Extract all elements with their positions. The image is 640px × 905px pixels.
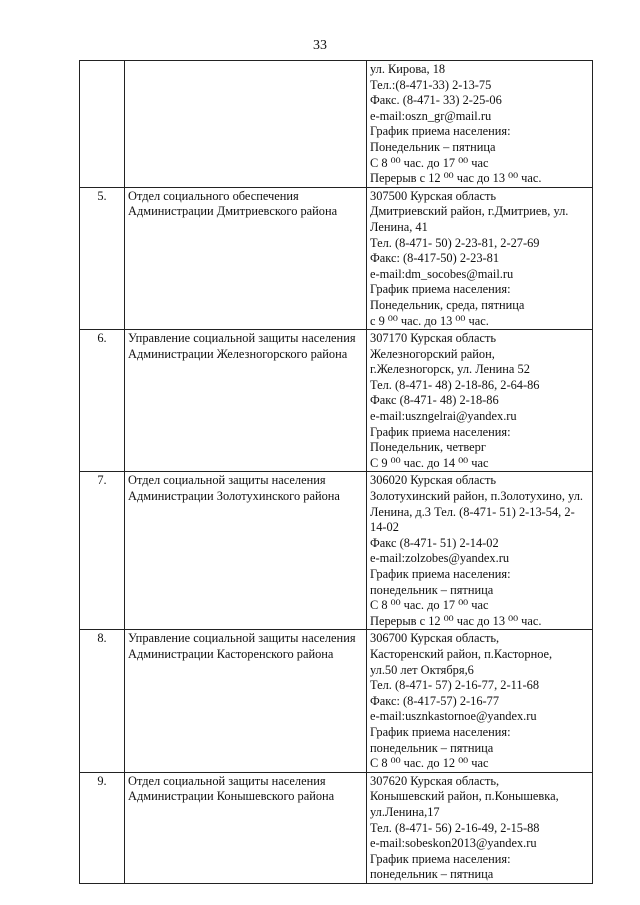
contact-line: 306700 Курская область, — [370, 631, 500, 646]
offices-table — [79, 60, 593, 884]
page-number: 33 — [313, 38, 327, 53]
row-number — [80, 61, 125, 188]
contact-line: e-mail:uszngelrai@yandex.ru — [370, 409, 517, 424]
contact-line: Тел. (8-471- 50) 2-23-81, 2-27-69 — [370, 235, 540, 250]
contact-line: 306020 Курская область — [370, 473, 497, 488]
contact-line: Дмитриевский район, г.Дмитриев, ул. Ленина, 41 — [370, 204, 569, 234]
row-number: 7. — [80, 472, 125, 630]
contact-info — [367, 61, 593, 188]
contact-line: 307500 Курская область — [370, 188, 497, 203]
contact-line: e-mail:usznkastornoe@yandex.ru — [370, 709, 537, 724]
contact-line: График приема населения: — [370, 567, 511, 581]
contact-line: График приема населения: — [370, 424, 511, 439]
contact-line: Понедельник, среда, пятница — [370, 297, 525, 312]
contact-line: 307620 Курская область, — [370, 773, 500, 788]
organization-name: Отдел социальной защиты населения Администрации Золотухинского района — [125, 472, 367, 630]
contact-line: Тел. (8-471- 57) 2-16-77, 2-11-68 — [370, 678, 540, 693]
contact-line: г.Железногорск, ул. Ленина 52 — [370, 362, 530, 377]
reception-hours: с 9 ⁰⁰ час. до 13 ⁰⁰ час. — [370, 313, 489, 328]
contact-line: Золотухинский район, п.Золотухино, ул. Ленина, д.3 Тел. (8-471- 51) 2-13-54, 2-14-02 — [370, 489, 583, 535]
row-number: 8. — [80, 630, 125, 772]
contact-line: Факс (8-471- 48) 2-18-86 — [370, 393, 499, 408]
contact-line: e-mail:dm_socobes@mail.ru — [370, 266, 514, 281]
contact-line: График приема населения: — [370, 724, 511, 739]
table-row — [80, 472, 593, 630]
table-row — [80, 630, 593, 772]
contact-line: График приема населения: — [370, 124, 511, 139]
organization-name: Отдел социальной защиты населения Администрации Конышевского района — [125, 772, 367, 883]
contact-line: ул.50 лет Октября,6 — [370, 662, 474, 677]
lunch-break: Перерыв с 12 ⁰⁰ час до 13 ⁰⁰ час. — [370, 171, 542, 186]
contact-line: Касторенский район, п.Касторное, — [370, 646, 553, 661]
table-row — [80, 772, 593, 883]
row-number: 6. — [80, 330, 125, 472]
table-row — [80, 187, 593, 329]
contact-line: 307170 Курская область — [370, 331, 497, 346]
contact-info — [367, 187, 593, 329]
reception-hours: С 9 ⁰⁰ час. до 14 ⁰⁰ час — [370, 455, 489, 470]
contact-line: Понедельник – пятница — [370, 139, 496, 154]
contact-line: e-mail:sobeskon2013@yandex.ru — [370, 836, 537, 851]
reception-hours: С 8 ⁰⁰ час. до 17 ⁰⁰ час — [370, 155, 489, 170]
reception-hours: С 8 ⁰⁰ час. до 17 ⁰⁰ час — [370, 598, 489, 613]
organization-name: Отдел социального обеспечения Администрации Дмитриевского района — [125, 187, 367, 329]
contact-line: понедельник – пятница — [370, 582, 494, 597]
contact-info — [367, 472, 593, 630]
contact-line: График приема населения: — [370, 282, 511, 297]
contact-line: Факс: (8-417-57) 2-16-77 — [370, 693, 500, 708]
contact-line: Тел. (8-471- 56) 2-16-49, 2-15-88 — [370, 820, 540, 835]
contact-line: Конышевский район, п.Конышевка, — [370, 789, 559, 804]
contact-info — [367, 330, 593, 472]
table-row — [80, 61, 593, 188]
contact-line: e-mail:oszn_gr@mail.ru — [370, 108, 492, 123]
organization-name: Управление социальной защиты населения Администрации Железногорского района — [125, 330, 367, 472]
row-number: 9. — [80, 772, 125, 883]
contact-line: понедельник – пятница — [370, 867, 494, 882]
contact-line: График приема населения: — [370, 851, 511, 866]
contact-line: Тел. (8-471- 48) 2-18-86, 2-64-86 — [370, 377, 540, 392]
contact-line: Факс. (8-471- 33) 2-25-06 — [370, 93, 502, 108]
contact-line: Понедельник, четверг — [370, 440, 486, 455]
contact-info — [367, 772, 593, 883]
organization-name: Управление социальной защиты населения Администрации Касторенского района — [125, 630, 367, 772]
contact-line: ул. Кирова, 18 — [370, 62, 446, 76]
lunch-break: Перерыв с 12 ⁰⁰ час до 13 ⁰⁰ час. — [370, 613, 542, 628]
contact-line: понедельник – пятница — [370, 740, 494, 755]
contact-line: e-mail:zolzobes@yandex.ru — [370, 551, 510, 566]
contact-line: ул.Ленина,17 — [370, 804, 440, 819]
reception-hours: С 8 ⁰⁰ час. до 12 ⁰⁰ час — [370, 756, 489, 771]
contact-line: Факс (8-471- 51) 2-14-02 — [370, 535, 499, 550]
table-row — [80, 330, 593, 472]
contact-line: Тел.:(8-471-33) 2-13-75 — [370, 77, 492, 92]
contact-info — [367, 630, 593, 772]
contact-line: Факс: (8-417-50) 2-23-81 — [370, 251, 500, 266]
row-number: 5. — [80, 187, 125, 329]
organization-name — [125, 61, 367, 188]
contact-line: Железногорский район, — [370, 346, 495, 361]
